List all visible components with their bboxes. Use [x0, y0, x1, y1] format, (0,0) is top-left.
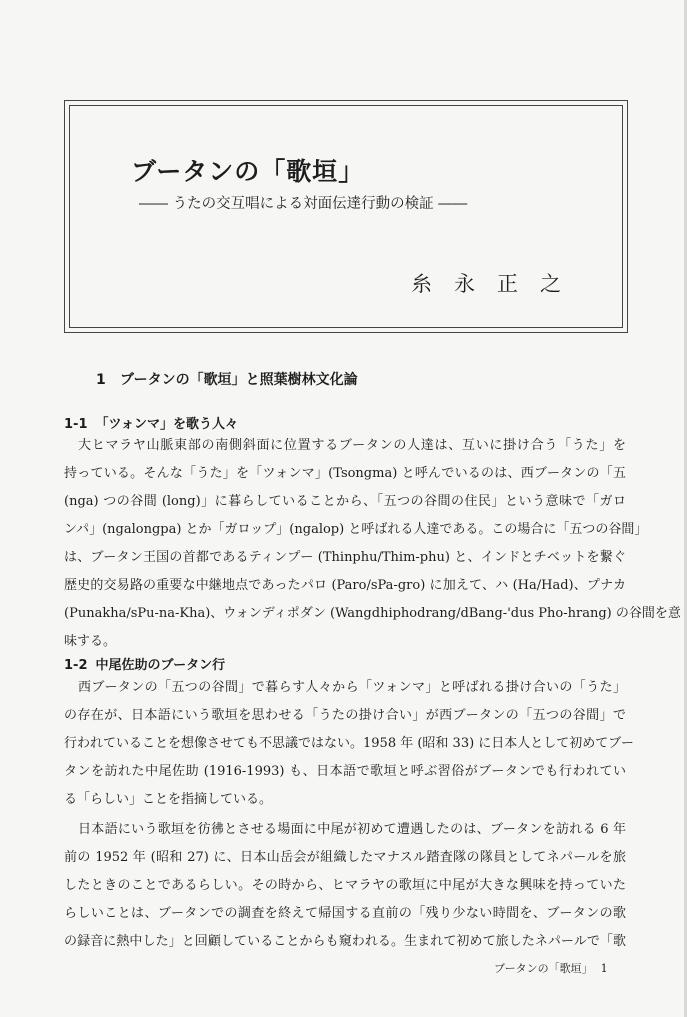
article-title: ブータンの「歌垣」	[131, 157, 365, 186]
page-number: 1	[600, 962, 608, 975]
section-heading	[96, 369, 358, 389]
paragraph-line: 前の 1952 年 (昭和 27) に、日本山岳会が組織したマナスル踏査隊の隊員としてネパールを旅	[64, 850, 626, 865]
section-number: 1	[96, 372, 106, 388]
paragraph-line: 味する。	[64, 634, 117, 649]
running-title: ブータンの「歌垣」	[494, 962, 593, 975]
paragraph-line: 日本語にいう歌垣を彷彿とさせる場面に中尾が初めて遭遇したのは、ブータンを訪れる 6 年	[78, 822, 626, 837]
page-footer	[494, 960, 608, 976]
subsection-number: 1-1	[64, 417, 88, 432]
paragraph-line: らしいことは、ブータンでの調査を終えて帰国する直前の「残り少ない時間を、ブータンの歌	[64, 906, 626, 921]
paragraph-line: る「らしい」ことを指摘している。	[64, 792, 273, 807]
paragraph-line: タンを訪れた中尾佐助 (1916-1993) も、日本語で歌垣と呼ぶ習俗がブータンでも行われてい	[64, 764, 626, 779]
paragraph-line: 西ブータンの「五つの谷間」で暮らす人々から「ツォンマ」と呼ばれる掛け合いの「うた」	[78, 680, 626, 695]
section-title: ブータンの「歌垣」と照葉樹林文化論	[120, 372, 358, 388]
paragraph-line: 行われていることを想像させても不思議ではない。1958 年 (昭和 33) に日本人として初めてブー	[64, 736, 634, 751]
paragraph-line: の録音に熱中した」と回顧していることからも窺われる。生まれて初めて旅したネパールで「歌	[64, 934, 626, 949]
subsection-number: 1-2	[64, 658, 88, 673]
paragraph-line: (Punakha/sPu-na-Kha)、ウォンディポダン (Wangdhiphodrang/dBang-'dus Pho-hrang) の谷間を意	[64, 606, 681, 621]
article-subtitle: ―― うたの交互唱による対面伝達行動の検証 ――	[139, 196, 468, 212]
paragraph-line: は、ブータン王国の首都であるティンプー (Thinphu/Thim-phu) と、インドとチベットを繋ぐ	[64, 550, 626, 565]
author-name: 糸永正之	[411, 272, 583, 296]
paragraph-line: 大ヒマラヤ山脈東部の南側斜面に位置するブータンの人達は、互いに掛け合う「うた」を	[78, 438, 626, 453]
subsection-title: 「ツォンマ」を歌う人々	[95, 417, 238, 432]
paragraph-line: ンパ」(ngalongpa) とか「ガロップ」(ngalop) と呼ばれる人達である。この場合に「五つの谷間」	[64, 522, 648, 537]
paragraph-line: 持っている。そんな「うた」を「ツォンマ」(Tsongma) と呼んでいるのは、西ブータンの「五	[64, 466, 626, 481]
paragraph-line: したときのことであるらしい。その時から、ヒマラヤの歌垣に中尾が大きな興味を持っていた	[64, 878, 626, 893]
paragraph-line: の存在が、日本語にいう歌垣を思わせる「うたの掛け合い」が西ブータンの「五つの谷間」で	[64, 708, 626, 723]
subsection-heading-1-1	[64, 413, 238, 432]
subsection-heading-1-2	[64, 654, 225, 673]
paragraph-line: 歴史的交易路の重要な中継地点であったパロ (Paro/sPa-gro) に加えて、ハ (Ha/Had)、プナカ	[64, 578, 626, 593]
paragraph-line: (nga) つの谷間 (long)」に暮らしていることから、「五つの谷間の住民」という意味で「ガロ	[64, 494, 626, 509]
subsection-title: 中尾佐助のブータン行	[95, 658, 226, 673]
